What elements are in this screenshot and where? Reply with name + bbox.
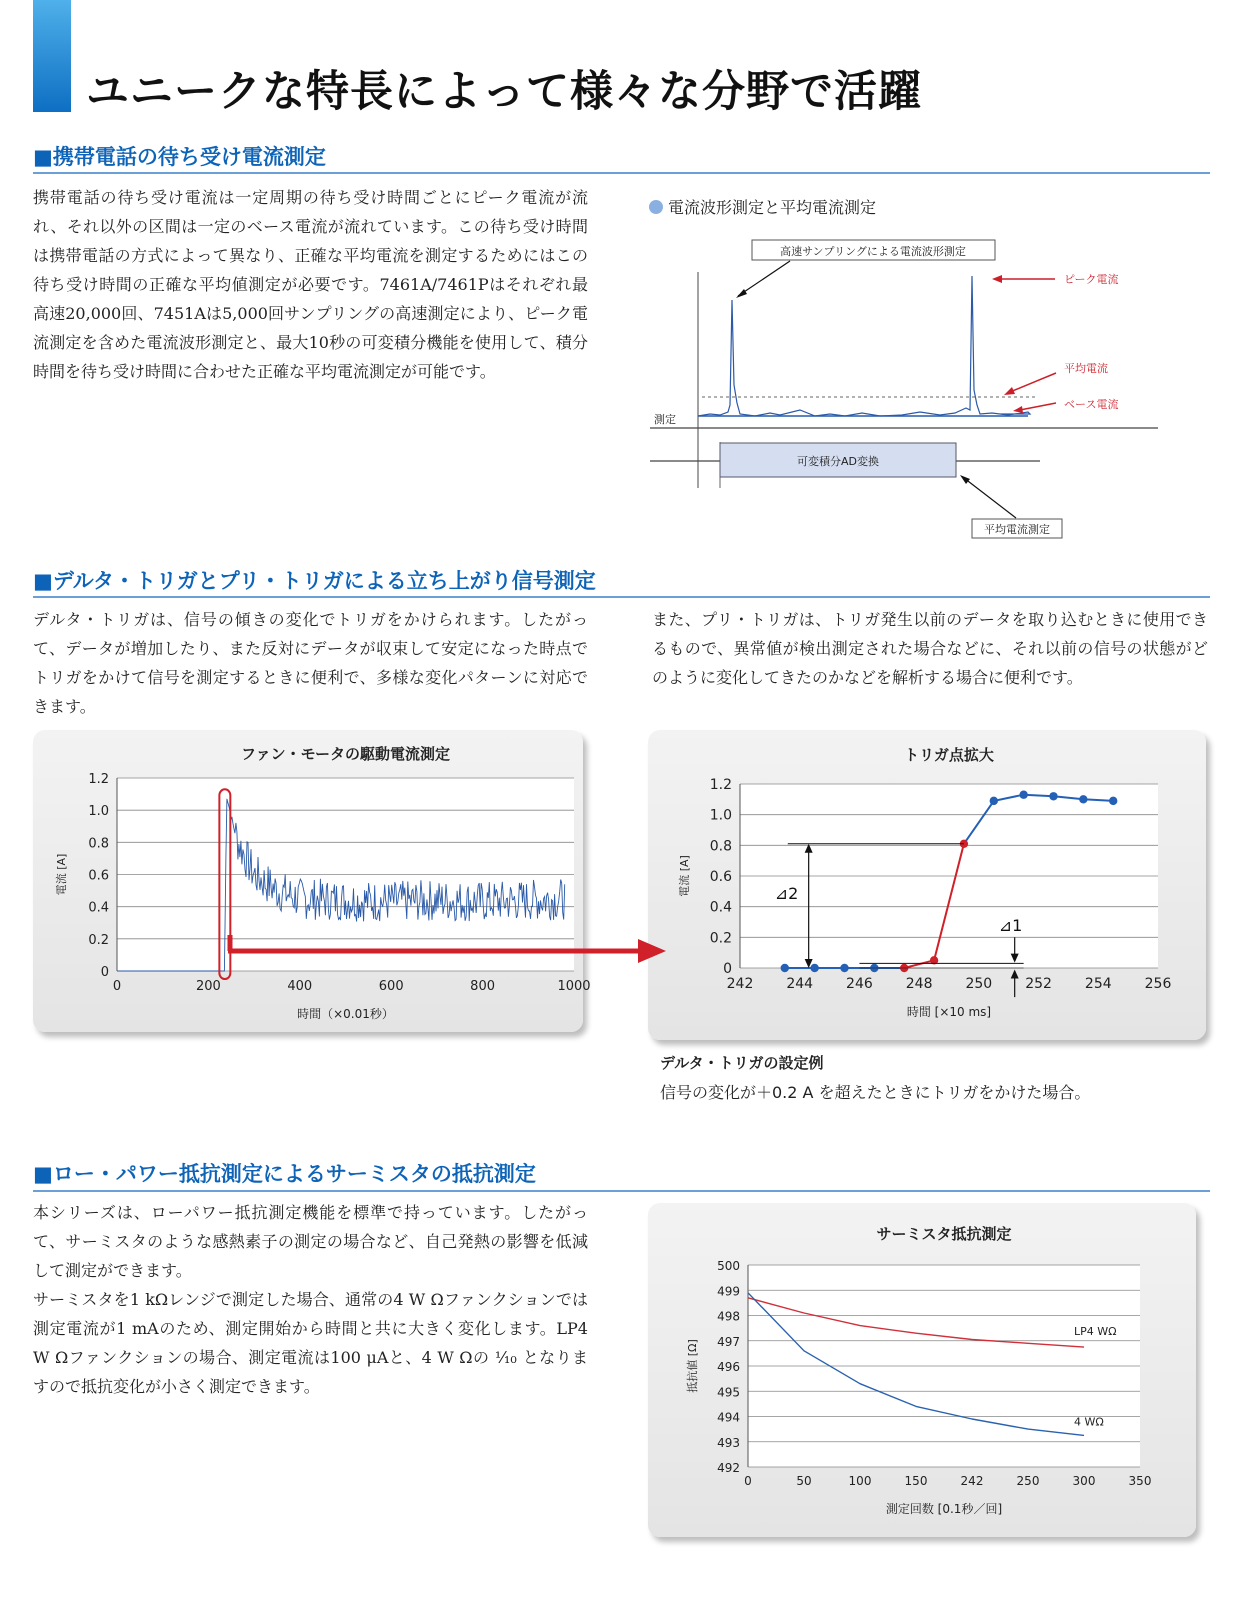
y-tick-label: 0.6: [88, 868, 109, 884]
y-tick-label: 1.2: [709, 777, 732, 793]
x-tick-label: 256: [1144, 976, 1172, 992]
x-axis-label: 測定回数 [0.1秒／回]: [885, 1502, 1003, 1516]
section2-paragraph-right: また、プリ・トリガは、トリガ発生以前のデータを取り込むときに使用できるもので、異常値が検出測定された場合などに、それ以前の信号の状態がどのように変化してきたのかなどを解析する場合に便利です。: [652, 610, 1208, 687]
x-tick-label: 248: [905, 976, 933, 992]
section1-rule: [33, 172, 1210, 174]
x-tick-label: 1000: [557, 979, 591, 994]
page-title: ユニークな特長によって様々な分野で活躍: [86, 67, 922, 117]
thermistor-chart-panel: [648, 1203, 1196, 1537]
current-waveform: [698, 276, 1030, 416]
data-point: [810, 964, 818, 972]
x-tick-label: 50: [796, 1474, 812, 1488]
x-tick-label: 150: [904, 1474, 928, 1488]
label-base: ベース電流: [1064, 398, 1119, 411]
section3-rule: [33, 1190, 1210, 1192]
y-tick-label: 500: [717, 1259, 740, 1273]
section2-paragraph-left: デルタ・トリガは、信号の傾きの変化でトリガをかけられます。したがって、データが増加したり、また反対にデータが収束して安定になった時点でトリガをかけて信号を測定するときに便利で、多様な変化パターンに対応できます。: [33, 610, 588, 716]
x-tick-label: 100: [848, 1474, 872, 1488]
x-tick-label: 0: [112, 979, 122, 994]
diagram-caption: 電流波形測定と平均電流測定: [668, 198, 877, 217]
label-average: 平均電流: [1064, 362, 1108, 375]
y-tick-label: 1.0: [88, 804, 109, 820]
y-axis-label: 電流 [A]: [55, 853, 68, 896]
y-tick-label: 0.8: [709, 838, 732, 855]
y-tick-label: 1.0: [709, 807, 732, 824]
bullet-icon: [649, 200, 663, 214]
y-tick-label: 497: [717, 1334, 740, 1349]
data-point: [1049, 792, 1057, 800]
delta2-label: ⊿2: [774, 884, 799, 903]
x-tick-label: 300: [1072, 1474, 1096, 1488]
section3-heading: ■ロー・パワー抵抗測定によるサーミスタの抵抗測定: [33, 1162, 536, 1186]
x-tick-label: 0: [744, 1474, 752, 1488]
y-tick-label: 498: [717, 1309, 740, 1324]
delta-trigger-example-text: 信号の変化が＋0.2 A を超えたときにトリガをかけた場合。: [660, 1083, 1091, 1102]
section2-rule: [33, 596, 1210, 598]
y-axis-label: 抵抗値 [Ω]: [686, 1339, 699, 1393]
label-ad: 可変積分AD変換: [797, 455, 879, 468]
label-peak: ピーク電流: [1064, 273, 1119, 286]
trigger-zoom-chart: [648, 730, 1206, 1040]
chart-title: ファン・モータの駆動電流測定: [240, 745, 451, 763]
y-tick-label: 494: [717, 1410, 740, 1425]
y-tick-label: 0: [100, 965, 109, 980]
x-axis-label: 時間（×0.01秒）: [297, 1007, 394, 1021]
data-point: [1079, 795, 1087, 803]
section3-paragraph1: 本シリーズは、ローパワー抵抗測定機能を標準で持っています。したがって、サーミスタのような感熱素子の測定の場合など、自己発熱の影響を低減して測定ができます。: [33, 1203, 588, 1280]
current-waveform-diagram: [640, 190, 1170, 545]
section1-paragraph: 携帯電話の待ち受け電流は一定周期の待ち受け時間ごとにピーク電流が流れ、それ以外の区間は一定のベース電流が流れています。この待ち受け時間は携帯電話の方式によって異なり、正確な平均電流を測定するためにはこの待ち受け時間の正確な平均値測定が必要です。7461A/7461Pはそれぞれ最高速20,000回、7451Aは5,000回サンプリングの高速測定により、ピーク電流測定を含めた電流波形測定と、最大10秒の可変積分機能を使用して、積分時間を待ち受け時間に合わせた正確な平均電流測定が可能です。: [33, 188, 588, 381]
y-tick-label: 0: [723, 961, 732, 977]
data-point: [990, 797, 998, 805]
x-tick-label: 242: [960, 1474, 984, 1488]
delta-trigger-example-title: デルタ・トリガの設定例: [660, 1054, 824, 1072]
x-tick-label: 350: [1128, 1474, 1152, 1488]
section3-paragraph2: サーミスタを1 kΩレンジで測定した場合、通常の4 W Ωファンクションでは測定電流が1 mAのため、測定開始から時間と共に大きく変化します。LP4 W Ωファンクションの場合、測定電流は100 μAと、4 W Ωの ⅒ となりますので抵抗変化が小さく測定できます。: [33, 1290, 588, 1396]
y-tick-label: 0.2: [709, 930, 732, 947]
y-tick-label: 0.4: [88, 900, 109, 916]
x-tick-label: 400: [287, 979, 313, 994]
y-tick-label: 0.6: [709, 869, 732, 885]
fan-motor-chart: [33, 730, 591, 1032]
chart-title: サーミスタ抵抗測定: [876, 1225, 1012, 1243]
y-tick-label: 493: [717, 1435, 740, 1450]
thermistor-chart: [648, 1203, 1196, 1537]
y-tick-label: 496: [717, 1360, 740, 1374]
x-tick-label: 242: [726, 976, 754, 992]
label-avg-measure: 平均電流測定: [984, 523, 1050, 536]
y-tick-label: 499: [717, 1284, 740, 1299]
title-accent-bar: [33, 0, 71, 112]
x-tick-label: 250: [965, 976, 993, 992]
fan-motor-chart-panel: [33, 730, 591, 1032]
arrow-up-icon: [1011, 970, 1019, 979]
x-tick-label: 254: [1084, 976, 1112, 992]
y-axis-label: 電流 [A]: [678, 855, 691, 897]
x-tick-label: 200: [195, 979, 221, 994]
data-point: [840, 964, 848, 972]
y-tick-label: 495: [717, 1385, 740, 1400]
chart-title: トリガ点拡大: [904, 746, 994, 764]
y-tick-label: 492: [717, 1461, 740, 1475]
delta1-label: ⊿1: [998, 916, 1023, 936]
y-tick-label: 1.2: [88, 772, 109, 787]
legend-4w: 4 WΩ: [1074, 1415, 1104, 1429]
y-tick-label: 0.2: [88, 932, 109, 948]
legend-lp4w: LP4 WΩ: [1074, 1325, 1117, 1339]
x-tick-label: 252: [1025, 976, 1052, 992]
arrow-head-icon: [638, 939, 666, 963]
x-tick-label: 244: [786, 976, 814, 992]
x-tick-label: 800: [470, 979, 496, 994]
label-measure: 測定: [654, 413, 676, 426]
data-point: [1019, 791, 1027, 799]
x-tick-label: 600: [378, 979, 404, 994]
y-tick-label: 0.4: [709, 899, 732, 916]
label-high-speed: 高速サンプリングによる電流波形測定: [780, 245, 966, 258]
section1-heading: ■携帯電話の待ち受け電流測定: [33, 145, 326, 169]
zoom-arrow: [224, 935, 674, 967]
x-tick-label: 246: [846, 976, 873, 992]
data-point: [1109, 797, 1117, 805]
data-point: [781, 964, 789, 972]
section2-heading: ■デルタ・トリガとプリ・トリガによる立ち上がり信号測定: [33, 569, 596, 593]
y-tick-label: 0.8: [88, 836, 109, 852]
x-tick-label: 250: [1016, 1474, 1040, 1488]
trigger-zoom-chart-panel: [648, 730, 1206, 1040]
x-axis-label: 時間 [×10 ms]: [906, 1005, 992, 1019]
